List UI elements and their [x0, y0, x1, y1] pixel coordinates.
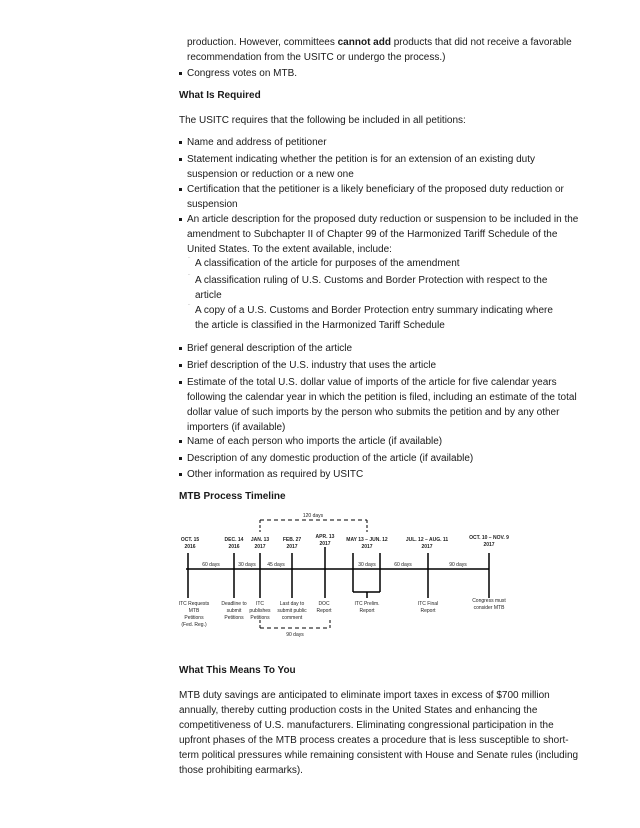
- event-label: DOC: [318, 601, 330, 607]
- list-item: Description of any domestic production of the article (if available): [179, 451, 581, 466]
- event-label: publishes: [249, 608, 271, 614]
- list-item: Brief description of the U.S. industry that uses the article: [179, 358, 581, 373]
- event-label: ITC Prelim.: [354, 601, 380, 607]
- event-label: Report: [359, 608, 375, 614]
- event-label: ITC Requests: [178, 601, 210, 607]
- span-bottom-label: 90 days: [286, 632, 304, 638]
- date-label: MAY 13 – JUN. 12: [346, 537, 388, 543]
- date-year: 2017: [421, 544, 433, 550]
- event-label: Petitions: [184, 615, 204, 621]
- interval-label: 60 days: [394, 562, 412, 568]
- sub-list-item: ¨ A classification of the article for purposes of the amendment: [188, 257, 460, 269]
- list-item: Name and address of petitioner: [179, 135, 581, 150]
- date-label: OCT. 15: [180, 537, 200, 543]
- date-label: OCT. 10 – NOV. 9: [469, 535, 509, 541]
- date-year: 2017: [319, 541, 331, 547]
- date-label: FEB. 27: [282, 537, 302, 543]
- list-item: Estimate of the total U.S. dollar value of imports of the article for five calendar years following the calendar year in which the petition is filed, including an estimate of the total dollar value of such imports by the person who submits the petition and by any other importers (if available): [179, 375, 581, 435]
- list-item: Name of each person who imports the article (if available): [179, 434, 581, 449]
- interval-label: 30 days: [238, 562, 256, 568]
- event-label: MTB: [188, 608, 200, 614]
- event-label: submit: [226, 608, 242, 614]
- interval-label: 30 days: [358, 562, 376, 568]
- event-label: Congress must: [472, 598, 506, 604]
- list-item: An article description for the proposed duty reduction or suspension to be included in the amendment to Subchapter II of Chapter 99 of the Harmonized Tariff Schedule of the United States. To the extent available, include:: [179, 212, 581, 257]
- event-label: ITC Final: [417, 601, 439, 607]
- list-item: Other information as required by USITC: [179, 467, 581, 482]
- date-year: 2017: [483, 542, 495, 548]
- list-item: Certification that the petitioner is a likely beneficiary of the proposed duty reduction or suspension: [179, 182, 581, 212]
- interval-label: 90 days: [449, 562, 467, 568]
- required-heading: What Is Required: [179, 90, 261, 101]
- date-year: 2017: [286, 544, 298, 550]
- date-label: JUL. 12 – AUG. 11: [405, 537, 449, 543]
- meaning-body: MTB duty savings are anticipated to eliminate import taxes in excess of $700 million annually, thereby cutting production costs in the United States and enhancing the competitiveness of U.S. manufacturers. Eliminating congressional participation in the upfront phases of the MTB process creates a procedure that is less susceptible to short-term political pressures while remaining consistent with House and Senate rules (including those prohibiting earmarks).: [179, 690, 579, 776]
- date-label: DEC. 14: [224, 537, 244, 543]
- event-label: (Fed. Reg.): [181, 622, 207, 628]
- event-label: Report: [420, 608, 436, 614]
- list-item: Statement indicating whether the petition is for an extension of an existing duty suspension or reduction or a new one: [179, 152, 581, 182]
- sub-list-item: ¨ A classification ruling of U.S. Customs and Border Protection with respect to the article: [188, 274, 548, 301]
- sub-bullet-icon: ¨: [188, 274, 191, 281]
- date-year: 2016: [184, 544, 196, 550]
- sub-bullet-icon: ¨: [188, 257, 191, 264]
- date-label: JAN. 13: [250, 537, 270, 543]
- required-intro: The USITC requires that the following be included in all petitions:: [179, 115, 466, 126]
- event-label: submit public: [277, 608, 307, 614]
- date-year: 2017: [254, 544, 266, 550]
- intro-continuation: production. However, committees cannot add products that did not receive a favorable recommendation from the USITC or undergo the process.): [187, 37, 572, 63]
- date-year: 2016: [228, 544, 240, 550]
- sub-bullet-icon: ¨: [188, 304, 191, 311]
- event-label: consider MTB: [473, 605, 505, 611]
- event-label: Petitions: [224, 615, 244, 621]
- event-label: Deadline to: [221, 601, 247, 607]
- meaning-heading: What This Means To You: [179, 665, 296, 676]
- date-label: APR. 13: [315, 534, 335, 540]
- event-label: ITC: [255, 601, 265, 607]
- date-year: 2017: [361, 544, 373, 550]
- span-top-label: 120 days: [302, 513, 324, 519]
- sub-list-item: ¨ A copy of a U.S. Customs and Border Protection entry summary indicating where the article is classified in the Harmonized Tariff Schedule: [188, 304, 553, 331]
- event-label: comment: [281, 615, 303, 621]
- timeline-heading: MTB Process Timeline: [179, 491, 286, 502]
- event-label: Petitions: [250, 615, 270, 621]
- interval-label: 60 days: [202, 562, 220, 568]
- event-label: Report: [316, 608, 332, 614]
- interval-label: 45 days: [267, 562, 285, 568]
- list-item: Brief general description of the article: [179, 341, 581, 356]
- list-item: Congress votes on MTB.: [179, 66, 581, 81]
- event-label: Last day to: [279, 601, 305, 607]
